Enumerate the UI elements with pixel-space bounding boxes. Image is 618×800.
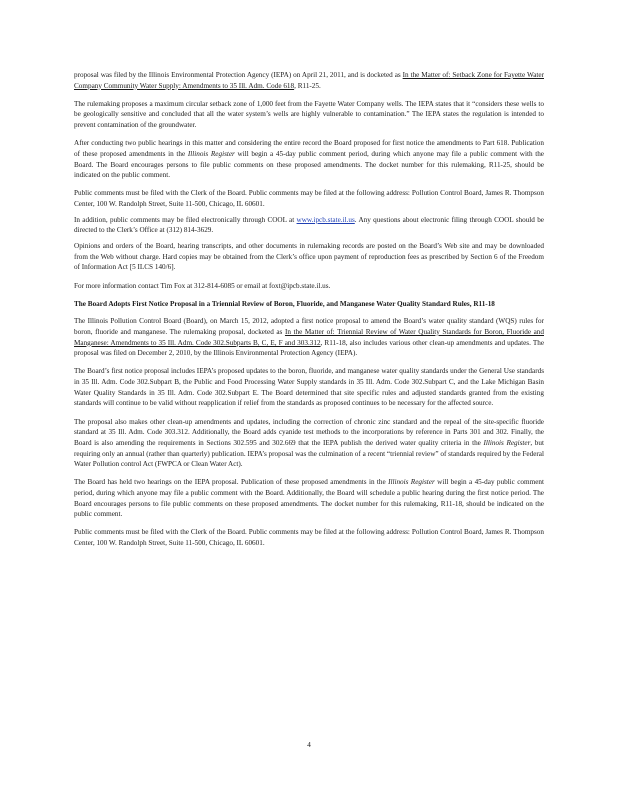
text: will begin a 45-day public comment period, during which anyone may file a public comment with the Board. Additionally, the Board will schedule a public hearing during the first notice period. The Board encourages persons to file public comments on these proposed amendments. The docket number for this rulemaking, R11-18, should be indicated on the public comment. xyxy=(74,478,544,519)
document-body xyxy=(74,70,544,556)
paragraph-setback-zone: The rulemaking proposes a maximum circular setback zone of 1,000 feet from the Fayette Water Company wells. The IEPA states that it “considers these wells to be geologically sensitive and concluded that all the water system’s wells are highly vulnerable to contamination.” The IEPA states the regulation is intended to prevent contamination of the groundwater. xyxy=(74,99,544,130)
paragraph-filing-address: Public comments must be filed with the Clerk of the Board. Public comments may be filed at the following address: Pollution Control Board, James R. Thompson Center, 100 W. Randolph Street, Suite 11-500, Chicago, IL 60601. xyxy=(74,189,544,209)
paragraph-electronic-filing xyxy=(74,215,544,236)
paragraph-cleanup-amendments xyxy=(74,417,544,470)
website-link[interactable]: www.ipcb.state.il.us xyxy=(296,215,355,224)
text: The proposal also makes other clean-up amendments and updates, including the correction of chronic zinc standard and the repeal of the site-specific fluoride standard at 35 Ill. Adm. Code 303.312. Additionally, the Board adds cyanide test methods to the incorporations by reference in Parts 301 and 302. Finally, the Board is also amending the requirements in Sections 302.595 and 302.669 that the IEPA publish the derived water quality criteria in the xyxy=(74,417,544,447)
docket-title-r11-18: In the Matter of: Triennial Review of Water Quality Standards for Boron, Fluoride and Manganese: Amendments to 35 Ill. Adm. Code 302.Subparts B, C, E, F and 303.312 xyxy=(74,327,544,347)
paragraph-board-documents: Opinions and orders of the Board, hearing transcripts, and other documents in rulemaking records are posted on the Board’s Web site and may be downloaded from the Web without charge. Hard copies may be obtained from the Clerk’s office upon payment of reproduction fees as prescribed by Section 6 of the Freedom of Information Act [5 ILCS 140/6]. xyxy=(74,242,544,272)
text: In addition, public comments may be filed electronically through COOL at xyxy=(74,215,297,224)
publication-name: Illinois Register xyxy=(187,149,235,158)
text: . Any questions about electronic filing through COOL should be directed to the Clerk’s Office at (312) 814-3629. xyxy=(74,215,544,235)
text: The Board has held two hearings on the IEPA proposal. Publication of these proposed amendments in the xyxy=(74,478,389,487)
text: proposal was filed by the Illinois Environmental Protection Agency (IEPA) on April 21, 2011, and is docketed as xyxy=(74,71,403,79)
text: , R11-25. xyxy=(294,81,321,90)
text: The Illinois Pollution Control Board (Board), on March 15, 2012, adopted a first notice proposal to amend the Board’s water quality standard (WQS) rules for boron, fluoride and manganese. The rulemaking proposal, docketed as xyxy=(74,317,544,336)
paragraph-fayette-filing xyxy=(74,70,544,91)
publication-name: Illinois Register xyxy=(483,438,531,447)
page-number: 4 xyxy=(307,740,311,749)
paragraph-contact-info: For more information contact Tim Fox at 312-814-6085 or email at foxt@ipcb.state.il.us. xyxy=(74,281,331,290)
paragraph-first-notice-fayette xyxy=(74,138,544,181)
publication-name: Illinois Register xyxy=(388,478,435,487)
paragraph-r11-18-adoption xyxy=(74,316,544,359)
paragraph-hearings xyxy=(74,477,544,520)
text: After conducting two public hearings in this matter and considering the entire record the Board proposed for first notice the amendments to Part 618. Publication of these proposed amendments in the xyxy=(74,139,544,158)
paragraph-filing-address-2: Public comments must be filed with the Clerk of the Board. Public comments may be filed at the following address: Pollution Control Board, James R. Thompson Center, 100 W. Randolph Street, Suite 11-500, Chicago, IL 60601. xyxy=(74,528,544,548)
text: , R11-18, also includes various other clean-up amendments and updates. The proposal was filed on December 2, 2010, by the Illinois Environmental Protection Agency (IEPA). xyxy=(74,338,545,358)
section-heading-r11-18: The Board Adopts First Notice Proposal in a Triennial Review of Boron, Fluoride, and Manganese Water Quality Standard Rules, R11-18 xyxy=(74,299,495,308)
text: , but requiring only an annual (rather than quarterly) publication. IEPA’s proposal was the culmination of a recent “triennial review” of standards required by the Federal Water Pollution control Act (FWPCA or Clean Water Act). xyxy=(74,438,544,469)
text: will begin a 45-day public comment period, during which anyone may file a public comment with the Board. The Board encourages persons to file public comments on these proposed amendments. The docket number for this rulemaking, R11-25, should be indicated on the public comment. xyxy=(74,149,544,180)
paragraph-proposal-updates: The Board’s first notice proposal includes IEPA’s proposed updates to the boron, fluoride, and manganese water quality standards under the General Use standards in 35 Ill. Adm. Code 302.Subpart B, the Public and Food Processing Water Supply standards in 35 Ill. Adm. Code 302.Subpart C, and the Lake Michigan Basin Water Quality Standards in 35 Ill. Adm. Code 302.Subpart E. The Board determined that site specific rules and adjusted standards granted from the existing standards will continue to be valid without reapplication if relief from the standards as proposed continues to be necessary for the affected source. xyxy=(74,367,544,408)
docket-title-fayette: In the Matter of: Setback Zone for Fayette Water Company Community Water Supply: Amendments to 35 Ill. Adm. Code 618 xyxy=(74,71,544,90)
